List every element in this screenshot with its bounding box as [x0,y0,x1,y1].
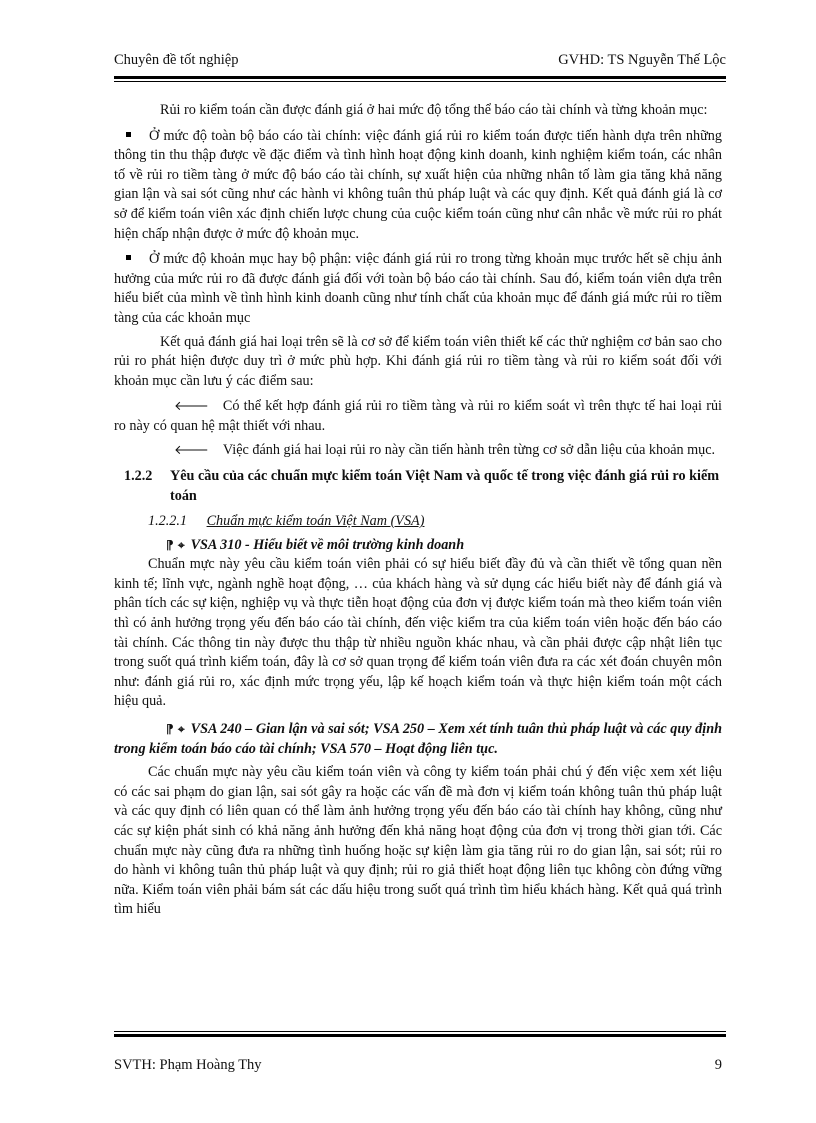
header-rule-thick [114,76,726,79]
pilcrow-mark-icon: ⁋ ⌖ [166,722,185,737]
result-paragraph: Kết quả đánh giá hai loại trên sẽ là cơ sở để kiểm toán viên thiết kế các thử nghiệm cơ bản sao cho rủi ro phát hiện được duy trì ở mức phù hợp. Khi đánh giá rủi ro tiềm tàng và rủi ro kiểm soát đối với khoản mục cần lưu ý các điểm sau: [114,333,722,389]
arrow-item-2 [114,441,722,461]
section-heading [114,466,722,506]
vsa-240-heading [114,720,722,759]
bullet-2-text: Ở mức độ khoản mục hay bộ phận: việc đánh giá rủi ro trong từng khoản mục trước hết sẽ chịu ảnh hưởng của mức rủi ro đã được đánh giá đối với toàn bộ báo cáo tài chính. Sau đó, kiểm toán viên dựa trên hiểu biết của mình về tình hình kinh doanh cũng như tính chất của khoản mục để đánh giá mức rủi ro tiềm tàng của các khoản mục [114,251,722,326]
vsa-240-heading-text: VSA 240 – Gian lận và sai sót; VSA 250 – Xem xét tính tuân thủ pháp luật và các quy định trong kiểm toán báo cáo tài chính; VSA 570 – Hoạt động liên tục. [114,721,722,757]
arrow-item-1-text: Có thể kết hợp đánh giá rủi ro tiềm tàng và rủi ro kiểm soát vì trên thực tế hai loại rủi ro này có quan hệ mật thiết với nhau. [114,398,722,434]
intro-paragraph: Rủi ro kiểm toán cần được đánh giá ở hai mức độ tổng thể báo cáo tài chính và từng khoản mục: [160,102,708,118]
page-number: 9 [714,1057,722,1073]
subsection-title: Chuẩn mực kiểm toán Việt Nam (VSA) [206,513,425,530]
square-bullet-icon [126,255,131,260]
arrow-item-1 [114,397,722,436]
page-body [114,101,722,920]
bullet-paragraph-2 [114,250,722,328]
square-bullet-icon [126,132,131,137]
vsa-310-heading [114,536,722,556]
vsa-310-heading-text: VSA 310 - Hiểu biết về môi trường kinh doanh [190,536,465,553]
header-rule-thin [114,81,726,82]
footer-author: SVTH: Phạm Hoàng Thy [114,1057,262,1073]
footer-rule-thin [114,1031,726,1032]
bullet-paragraph-1 [114,127,722,245]
vsa-240-paragraph: Các chuẩn mực này yêu cầu kiểm toán viên và công ty kiểm toán phải chú ý đến việc xem xét liệu có các sai phạm do gian lận, sai sót gây ra hoặc các vấn đề mà đơn vị kiểm toán không tuân thủ pháp luật và các quy định có liên quan có thể làm ảnh hưởng trọng yếu đến báo cáo tài chính hay không, cũng như các sự kiện phát sinh có khả năng ảnh hưởng đến khả năng hoạt động của đơn vị trong thời gian tới. Các chuẩn mực này cũng đưa ra những tình huống hoặc sự kiện làm gia tăng rủi ro do gian lận, sai sót; rủi ro do hành vi không tuân thủ pháp luật và quy định; rủi ro giả thiết hoạt động liên tục không còn đứng vững nữa. Kiểm toán viên phải bám sát các dấu hiệu trong suốt quá trình tìm hiểu khách hàng. Kết quả quá trình tìm hiểu [114,764,722,918]
arrow-item-2-text: Việc đánh giá hai loại rủi ro này cần tiến hành trên từng cơ sở dẫn liệu của khoản mục. [222,441,716,458]
header-left-text: Chuyên đề tốt nghiệp [114,52,239,68]
page-header [114,52,726,74]
bullet-1-text: Ở mức độ toàn bộ báo cáo tài chính: việc đánh giá rủi ro kiểm toán được tiến hành dựa trên những thông tin thu thập được về đặc điểm và tình hình hoạt động kinh doanh, kinh nghiệm kiểm toán, các nhân tố về rủi ro tiềm tàng ở mức độ báo cáo tài chính, sự xuất hiện của những nhân tố làm gia tăng khả năng gian lận và sai sót cũng như các hành vi không tuân thủ pháp luật và các quy định. Kết quả đánh giá là cơ sở để kiểm toán viên xác định chiến lược chung của cuộc kiểm toán cũng như cân nhắc về mức rủi ro phát hiện chấp nhận được ở mức độ khoản mục. [114,127,722,242]
header-right-text: GVHD: TS Nguyễn Thế Lộc [558,52,726,68]
footer-rule-thick [114,1034,726,1037]
left-arrow-icon: 🡐 [174,399,209,415]
pilcrow-mark-icon: ⁋ ⌖ [166,537,185,552]
vsa-310-paragraph: Chuẩn mực này yêu cầu kiểm toán viên phải có sự hiểu biết đầy đủ và cần thiết về tổng quan nền kinh tế; lĩnh vực, ngành nghề hoạt động, … của khách hàng và sử dụng các hiểu biết này để đánh giá và phân tích các sự kiện, nghiệp vụ và thực tiễn hoạt động của đơn vị được kiểm toán mà theo kiểm toán viên thì có ảnh hưởng trọng yếu đến báo cáo tài chính, đến việc kiểm tra của kiểm toán viên hoặc đến báo cáo tài chính. Các thông tin này được thu thập từ nhiều nguồn khác nhau, và cần phải được cập nhật liên tục trong suốt quá trình kiểm toán, đây là cơ sở quan trọng để kiểm toán viên đưa ra các xét đoán chuyên môn như: đánh giá rủi ro, xác định mức trọng yếu, lập kế hoạch kiểm toán và thực hiện kiểm toán một cách hiệu quả. [114,556,722,710]
section-number: 1.2.2 [124,468,153,485]
section-title: Yêu cầu của các chuẩn mực kiểm toán Việt Nam và quốc tế trong việc đánh giá rủi ro kiểm toán [170,468,720,505]
left-arrow-icon: 🡐 [174,442,209,458]
subsection-number: 1.2.2.1 [148,513,188,530]
subsection-heading [114,512,722,532]
